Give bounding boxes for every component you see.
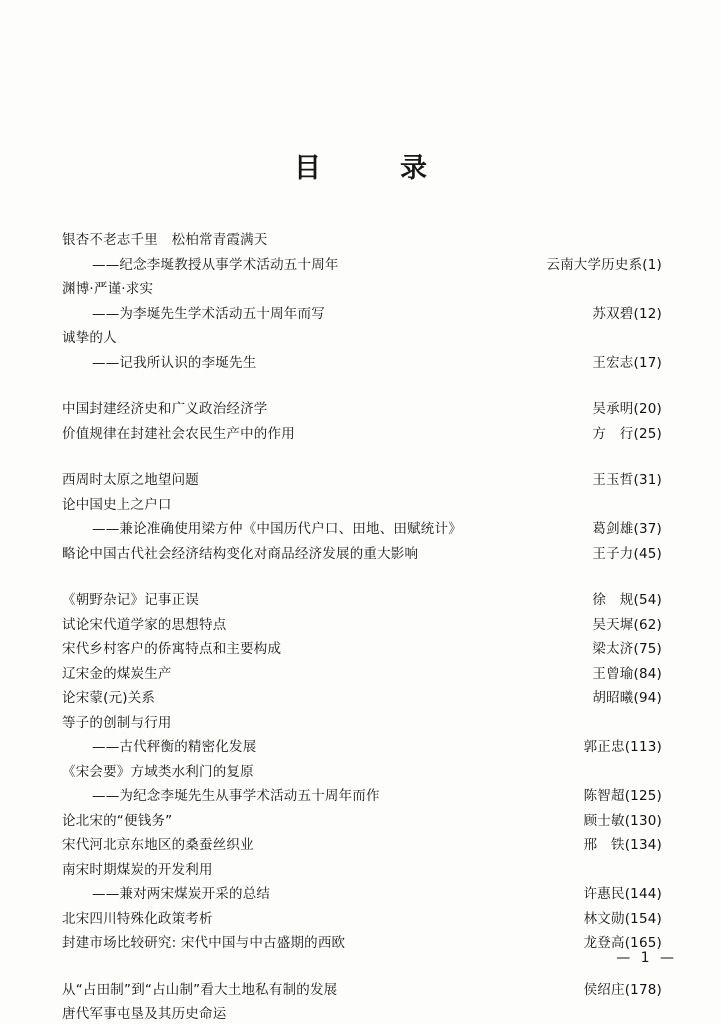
toc-group [62, 228, 662, 375]
toc-title-line[interactable] [62, 422, 662, 447]
page-title: 目 录 [294, 153, 453, 184]
toc-author-and-page: 郭正忠(113) [583, 739, 662, 755]
toc-entry[interactable] [62, 613, 662, 638]
toc-entry[interactable] [62, 760, 662, 785]
dot-leader [422, 544, 588, 558]
toc-subtitle-line[interactable] [62, 784, 662, 809]
toc-entry[interactable] [62, 858, 662, 883]
toc-author-and-page: 林文勋(154) [583, 910, 662, 927]
dot-leader [260, 353, 588, 367]
dot-leader [203, 471, 588, 485]
toc-entry-title: ——兼论准确使用梁方仲《中国历代户口、田地、田赋统计》 [92, 521, 462, 537]
toc-title-line[interactable] [62, 907, 662, 932]
toc-author-and-page: 王宏志(17) [592, 354, 662, 371]
toc-entry-title: 论北宋的“便钱务” [62, 812, 173, 829]
dot-leader [343, 255, 543, 269]
toc-title-line[interactable] [62, 542, 662, 567]
toc-title-line[interactable] [62, 686, 662, 711]
toc-entry-title: ——为纪念李埏先生从事学术活动五十周年而作 [92, 788, 380, 804]
toc-entry-title: 封建市场比较研究: 宋代中国与中古盛期的西欧 [62, 935, 346, 951]
toc-title-line[interactable] [62, 637, 662, 662]
toc-title-line[interactable] [62, 978, 662, 1003]
toc-title-line[interactable] [62, 228, 662, 253]
toc-author-and-page: 吴天墀(62) [592, 616, 662, 633]
toc-author-and-page: 方 行(25) [592, 425, 662, 442]
toc-group [62, 978, 662, 1027]
dot-leader [274, 885, 579, 899]
dot-leader [466, 520, 588, 534]
toc-entry-title: 论中国史上之户口 [62, 496, 172, 513]
toc-entry[interactable] [62, 637, 662, 662]
toc-entry-title: 北宋四川特殊化政策考析 [62, 910, 213, 927]
toc-entry-title: 《朝野杂记》记事正误 [62, 592, 199, 608]
toc-entry[interactable] [62, 978, 662, 1003]
toc-author-and-page: 胡昭曦(94) [592, 690, 662, 706]
toc-author-and-page: 梁太济(75) [592, 641, 662, 657]
dot-leader [230, 615, 588, 629]
toc-author-and-page: 葛剑雄(37) [592, 521, 662, 537]
toc-entry-title: ——古代秤衡的精密化发展 [92, 739, 257, 755]
toc-entry[interactable] [62, 493, 662, 518]
toc-subtitle-line[interactable] [62, 517, 662, 542]
toc-entry-title: 等子的创制与行用 [62, 714, 172, 731]
toc-entry-title: ——纪念李埏教授从事学术活动五十周年 [92, 256, 339, 273]
page-folio-number: — 1 — [616, 950, 677, 966]
toc-title-line[interactable] [62, 760, 662, 785]
dot-leader [159, 689, 588, 703]
toc-entry-title: 宋代乡村客户的侨寓特点和主要构成 [62, 641, 282, 657]
toc-author-and-page: 苏双碧(12) [592, 305, 662, 322]
toc-entry[interactable] [62, 351, 662, 376]
toc-title-line[interactable] [62, 662, 662, 687]
toc-entry-title: 从“占田制”到“占山制”看大土地私有制的发展 [62, 981, 338, 998]
toc-entry-title: 辽宋金的煤炭生产 [62, 665, 172, 682]
dot-leader [299, 424, 588, 438]
toc-entry[interactable] [62, 422, 662, 447]
toc-title-line[interactable] [62, 809, 662, 834]
toc-entry[interactable] [62, 882, 662, 907]
toc-entry-title: 论宋蒙(元)关系 [62, 690, 156, 706]
toc-entry[interactable] [62, 397, 662, 422]
toc-author-and-page: 云南大学历史系(1) [546, 256, 662, 273]
toc-title-line[interactable] [62, 493, 662, 518]
toc-entry[interactable] [62, 833, 662, 858]
toc-author-and-page: 王曾瑜(84) [592, 665, 662, 682]
toc-entry[interactable] [62, 326, 662, 351]
toc-entry[interactable] [62, 662, 662, 687]
toc-entry-title: 诚挚的人 [62, 330, 117, 346]
dot-leader [384, 787, 580, 801]
toc-author-and-page: 侯绍庄(178) [583, 981, 662, 998]
toc-author-and-page: 顾士敏(130) [583, 812, 662, 829]
toc-subtitle-line[interactable] [62, 253, 662, 278]
toc-entry[interactable] [62, 784, 662, 809]
toc-entry[interactable] [62, 711, 662, 736]
toc-entry[interactable] [62, 228, 662, 253]
toc-entry[interactable] [62, 253, 662, 278]
dot-leader [217, 909, 580, 923]
toc-entry[interactable] [62, 686, 662, 711]
toc-entry-title: 试论宋代道学家的思想特点 [62, 616, 227, 633]
toc-entry[interactable] [62, 907, 662, 932]
dot-leader [272, 400, 589, 414]
toc-title-line[interactable] [62, 397, 662, 422]
toc-author-and-page: 许惠民(144) [583, 886, 662, 902]
toc-group [62, 468, 662, 566]
toc-entry-title: 中国封建经济史和广义政治经济学 [62, 401, 268, 417]
toc-author-and-page: 吴承明(20) [592, 401, 662, 417]
toc-title-line[interactable] [62, 326, 662, 351]
toc-author-and-page: 陈智超(125) [583, 788, 662, 804]
toc-author-and-page: 王子力(45) [592, 545, 662, 562]
toc-author-and-page: 邢 铁(134) [583, 837, 662, 853]
toc-entry-title: ——兼对两宋煤炭开采的总结 [92, 886, 271, 902]
dot-leader [341, 980, 579, 994]
toc-title-line[interactable] [62, 1002, 662, 1027]
toc-subtitle-line[interactable] [62, 882, 662, 907]
toc-entry[interactable] [62, 1002, 662, 1027]
toc-entry-title: ——为李埏先生学术活动五十周年而写 [92, 305, 325, 322]
toc-subtitle-line[interactable] [62, 735, 662, 760]
toc-entry-title: 西周时太原之地望问题 [62, 472, 199, 488]
toc-entry[interactable] [62, 517, 662, 542]
toc-entry-title: 《宋会要》方域类水利门的复原 [62, 763, 254, 780]
toc-entry[interactable] [62, 735, 662, 760]
dot-leader [258, 836, 580, 850]
dot-leader [285, 640, 588, 654]
dot-leader [203, 591, 588, 605]
toc-title-line[interactable] [62, 613, 662, 638]
toc-title-line[interactable] [62, 588, 662, 613]
table-of-contents [62, 228, 662, 1027]
toc-author-and-page: 王玉哲(31) [592, 472, 662, 488]
toc-title-line[interactable] [62, 468, 662, 493]
toc-title-line[interactable] [62, 277, 662, 302]
toc-title-line[interactable] [62, 711, 662, 736]
dot-leader [329, 304, 588, 318]
toc-entry[interactable] [62, 809, 662, 834]
toc-entry[interactable] [62, 588, 662, 613]
toc-subtitle-line[interactable] [62, 302, 662, 327]
toc-entry[interactable] [62, 542, 662, 567]
toc-title-line[interactable] [62, 858, 662, 883]
toc-entry[interactable] [62, 302, 662, 327]
toc-title-line[interactable] [62, 833, 662, 858]
toc-entry-title: 渊博·严谨·求实 [62, 281, 154, 297]
toc-subtitle-line[interactable] [62, 351, 662, 376]
toc-entry[interactable] [62, 468, 662, 493]
dot-leader [176, 811, 579, 825]
dot-leader [260, 738, 579, 752]
toc-entry-title: ——记我所认识的李埏先生 [92, 354, 257, 371]
toc-entry[interactable] [62, 277, 662, 302]
toc-entry-title: 银杏不老志千里 松柏常青霞满天 [62, 232, 268, 248]
toc-entry-title: 价值规律在封建社会农民生产中的作用 [62, 425, 295, 442]
toc-entry-title: 略论中国古代社会经济结构变化对商品经济发展的重大影响 [62, 545, 419, 562]
toc-entry-title: 宋代河北京东地区的桑蚕丝织业 [62, 837, 254, 853]
toc-group [62, 588, 662, 956]
toc-author-and-page: 龙登高(165) [583, 935, 662, 951]
toc-entry-title: 南宋时期煤炭的开发利用 [62, 861, 213, 878]
toc-entry-title: 唐代军事屯垦及其历史命运 [62, 1006, 227, 1022]
toc-author-and-page: 徐 规(54) [592, 592, 662, 608]
dot-leader [349, 934, 579, 948]
dot-leader [176, 664, 589, 678]
toc-group [62, 397, 662, 446]
